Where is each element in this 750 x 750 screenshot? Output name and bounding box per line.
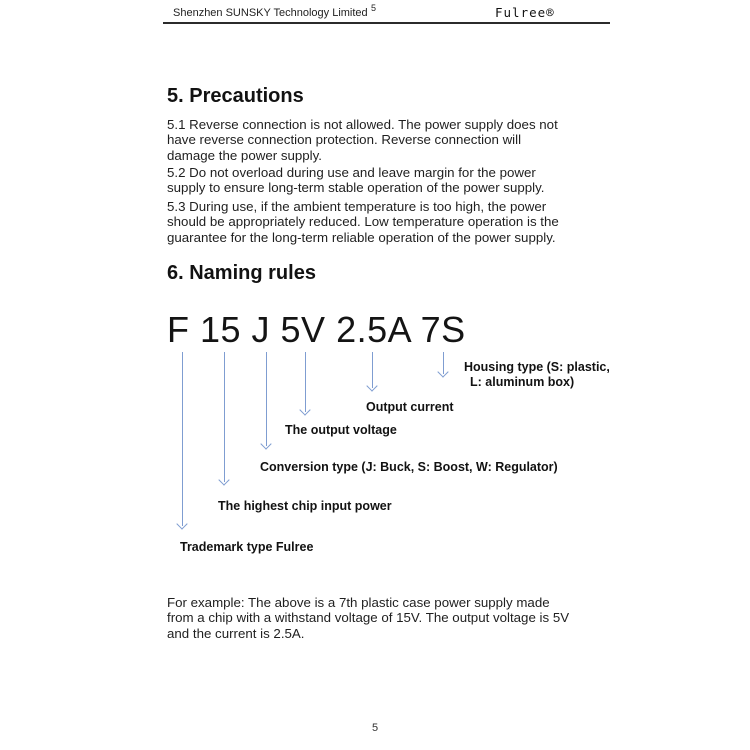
- arrow-down-icon: [305, 352, 306, 412]
- text-line: should be appropriately reduced. Low temperature operation is the: [167, 214, 559, 230]
- text-line: from a chip with a withstand voltage of 15V. The output voltage is 5V: [167, 610, 570, 626]
- housing-type-label-line1: Housing type (S: plastic,: [464, 360, 610, 374]
- housing-type-label-line2: L: aluminum box): [470, 375, 575, 389]
- header-superscript: 5: [371, 3, 377, 13]
- example-paragraph: [167, 595, 569, 641]
- text-line: have reverse connection protection. Reverse connection will: [167, 132, 522, 148]
- text-line: damage the power supply.: [167, 147, 322, 163]
- arrow-down-icon: [372, 352, 373, 388]
- trademark-type-label: Trademark type Fulree: [180, 540, 314, 554]
- arrow-down-icon: [224, 352, 225, 482]
- text-line: For example: The above is a 7th plastic case power supply made: [167, 595, 550, 610]
- header-brand: Fulree®: [495, 5, 555, 20]
- text-line: guarantee for the long-term reliable operation of the power supply.: [167, 229, 556, 245]
- precaution-5-1: [167, 117, 558, 163]
- chip-input-power-label: The highest chip input power: [218, 499, 392, 513]
- text-line: supply to ensure long-term stable operation of the power supply.: [167, 180, 545, 196]
- model-code: F 15 J 5V 2.5A 7S: [167, 309, 466, 350]
- output-voltage-label: The output voltage: [285, 423, 397, 437]
- text-line: 5.2 Do not overload during use and leave margin for the power: [167, 165, 536, 180]
- precaution-5-3: [167, 199, 559, 245]
- arrow-down-icon: [266, 352, 267, 446]
- precaution-5-2: [167, 165, 544, 196]
- header-company: Shenzhen SUNSKY Technology Limited: [173, 7, 368, 19]
- text-line: and the current is 2.5A.: [167, 625, 305, 641]
- text-line: 5.1 Reverse connection is not allowed. The power supply does not: [167, 117, 558, 132]
- text-line: 5.3 During use, if the ambient temperature is too high, the power: [167, 199, 547, 214]
- precautions-title: 5. Precautions: [167, 85, 304, 107]
- conversion-type-label: Conversion type (J: Buck, S: Boost, W: Regulator): [260, 460, 558, 474]
- header-divider: [163, 22, 610, 24]
- naming-rules-title: 6. Naming rules: [167, 262, 316, 284]
- page-number: 5: [371, 722, 379, 734]
- arrow-down-icon: [182, 352, 183, 526]
- arrow-down-icon: [443, 352, 444, 374]
- output-current-label: Output current: [366, 400, 454, 414]
